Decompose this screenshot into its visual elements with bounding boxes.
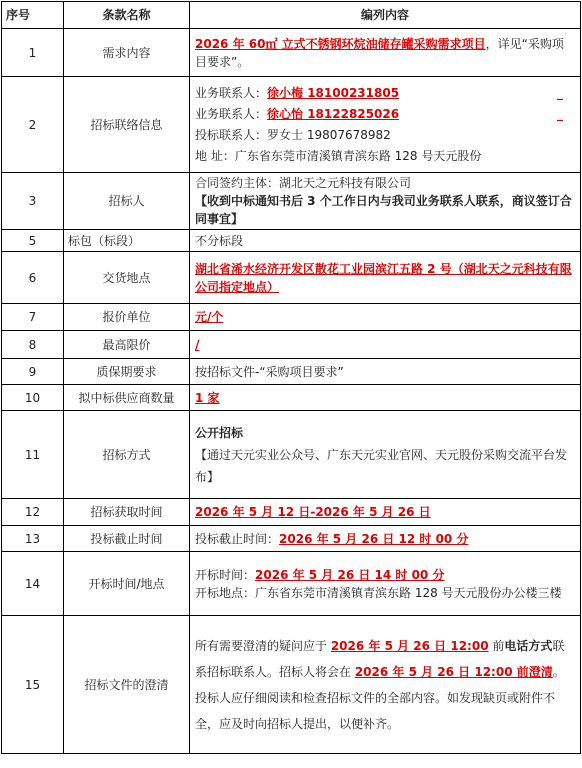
row-number: 10 (2, 385, 64, 411)
clause-title: 招标获取时间 (64, 499, 190, 526)
row-number: 3 (2, 173, 64, 230)
row-number: 9 (2, 359, 64, 385)
clause-content (190, 552, 581, 616)
row-number: 15 (2, 616, 64, 754)
blank-marker: _ (557, 106, 563, 121)
row-number: 13 (2, 526, 64, 552)
contact-label: 业务联系人： (195, 85, 268, 100)
content-text: 。投标人应仔细阅读和检查招标文件的全部内容。如发现缺页或附件不全，应及时向招标人提出，以便补齐。 (195, 664, 565, 731)
clause-content (190, 616, 581, 754)
contact-value: 徐心怡 18122825026 (267, 106, 400, 121)
clause-content (190, 77, 581, 173)
clause-content (190, 526, 581, 552)
clause-content (190, 385, 581, 411)
clause-title: 投标截止时间 (64, 526, 190, 552)
clause-title: 标包（标段） (64, 230, 190, 252)
table-row (2, 173, 581, 230)
address: 地 址：广东省东莞市清溪镇青滨东路 128 号天元股份 (195, 148, 482, 163)
table-row (2, 230, 581, 252)
content-label: 开标时间： (195, 567, 256, 582)
clause-title: 拟中标供应商数量 (64, 385, 190, 411)
clause-content (190, 331, 581, 359)
table-row (2, 552, 581, 616)
table-row (2, 385, 581, 411)
acquire-period: 2026 年 5 月 12 日-2026 年 5 月 26 日 (195, 505, 431, 519)
row-number: 5 (2, 230, 64, 252)
clause-content (190, 252, 581, 304)
clause-title: 报价单位 (64, 304, 190, 331)
header-clause-name: 条款名称 (64, 2, 190, 29)
content-text: 所有需要澄清的疑问应于 (195, 638, 331, 653)
supplier-count: 1 家 (195, 390, 220, 405)
clause-content (190, 304, 581, 331)
table-row (2, 252, 581, 304)
deadline: 2026 年 5 月 26 日 12 时 00 分 (279, 531, 469, 546)
delivery-address: 湖北省浠水经济开发区散花工业园滨江五路 2 号（湖北天之元科技有限公司指定地点） (195, 261, 572, 294)
header-content: 编列内容 (190, 2, 581, 29)
quote-unit: 元/个 (195, 310, 224, 324)
contact-value: 徐小梅 18100231805 (267, 85, 400, 100)
row-number: 2 (2, 77, 64, 173)
clause-content (190, 29, 581, 77)
clause-title: 招标文件的澄清 (64, 616, 190, 754)
content-text: ，详见“采购项目要求”。 (195, 36, 564, 69)
clause-title: 招标人 (64, 173, 190, 230)
table-row (2, 304, 581, 331)
row-number: 7 (2, 304, 64, 331)
content-text: 联系招标联系人。招标人将会在 (195, 638, 565, 679)
bid-method: 公开招标 (195, 425, 244, 440)
table-row (2, 29, 581, 77)
clause-content: 不分标段 (190, 230, 581, 252)
clause-title: 最高限价 (64, 331, 190, 359)
row-number: 14 (2, 552, 64, 616)
bid-contact: 投标联系人：罗女士 19807678982 (195, 127, 391, 142)
opening-time: 2026 年 5 月 26 日 14 时 00 分 (255, 567, 445, 582)
table-row (2, 411, 581, 499)
contact-method: 电话方式 (504, 638, 553, 653)
contact-label: 业务联系人： (195, 106, 268, 121)
clause-title: 需求内容 (64, 29, 190, 77)
table-row (2, 499, 581, 526)
header-row (2, 2, 581, 29)
contract-party: 合同签约主体：湖北天之元科技有限公司 (195, 176, 412, 190)
content-label: 投标截止时间： (195, 531, 280, 546)
clause-content (190, 411, 581, 499)
clarify-release: 2026 年 5 月 26 日 12:00 前澄清 (354, 664, 553, 679)
publish-channels: 【通过天元实业公众号、广东天元实业官网、天元股份采购交流平台发布】 (195, 447, 568, 484)
bid-terms-table (1, 1, 581, 754)
blank-marker: _ (557, 85, 563, 100)
content-text: 前 (488, 638, 505, 653)
row-number: 8 (2, 331, 64, 359)
row-number: 6 (2, 252, 64, 304)
clause-content: 按招标文件-“采购项目要求” (190, 359, 581, 385)
clause-content (190, 173, 581, 230)
clause-title: 招标联络信息 (64, 77, 190, 173)
price-cap: / (195, 337, 200, 352)
row-number: 11 (2, 411, 64, 499)
row-number: 1 (2, 29, 64, 77)
opening-location: 开标地点：广东省东莞市清溪镇青滨东路 128 号天元股份办公楼三楼 (195, 585, 562, 600)
clause-title: 交货地点 (64, 252, 190, 304)
clause-content (190, 499, 581, 526)
project-name: 2026 年 60㎡ 立式不锈钢环烷油储存罐采购需求项目 (195, 36, 486, 51)
clause-title: 质保期要求 (64, 359, 190, 385)
contract-note: 【收到中标通知书后 3 个工作日内与我司业务联系人联系，商议签订合同事宜】 (195, 194, 572, 226)
table-row (2, 359, 581, 385)
table-row (2, 616, 581, 754)
header-number: 序号 (2, 2, 64, 29)
table-row (2, 331, 581, 359)
clause-title: 开标时间/地点 (64, 552, 190, 616)
row-number: 12 (2, 499, 64, 526)
table-row (2, 77, 581, 173)
clause-title: 招标方式 (64, 411, 190, 499)
table-row (2, 526, 581, 552)
clarify-deadline: 2026 年 5 月 26 日 12:00 (330, 638, 489, 653)
